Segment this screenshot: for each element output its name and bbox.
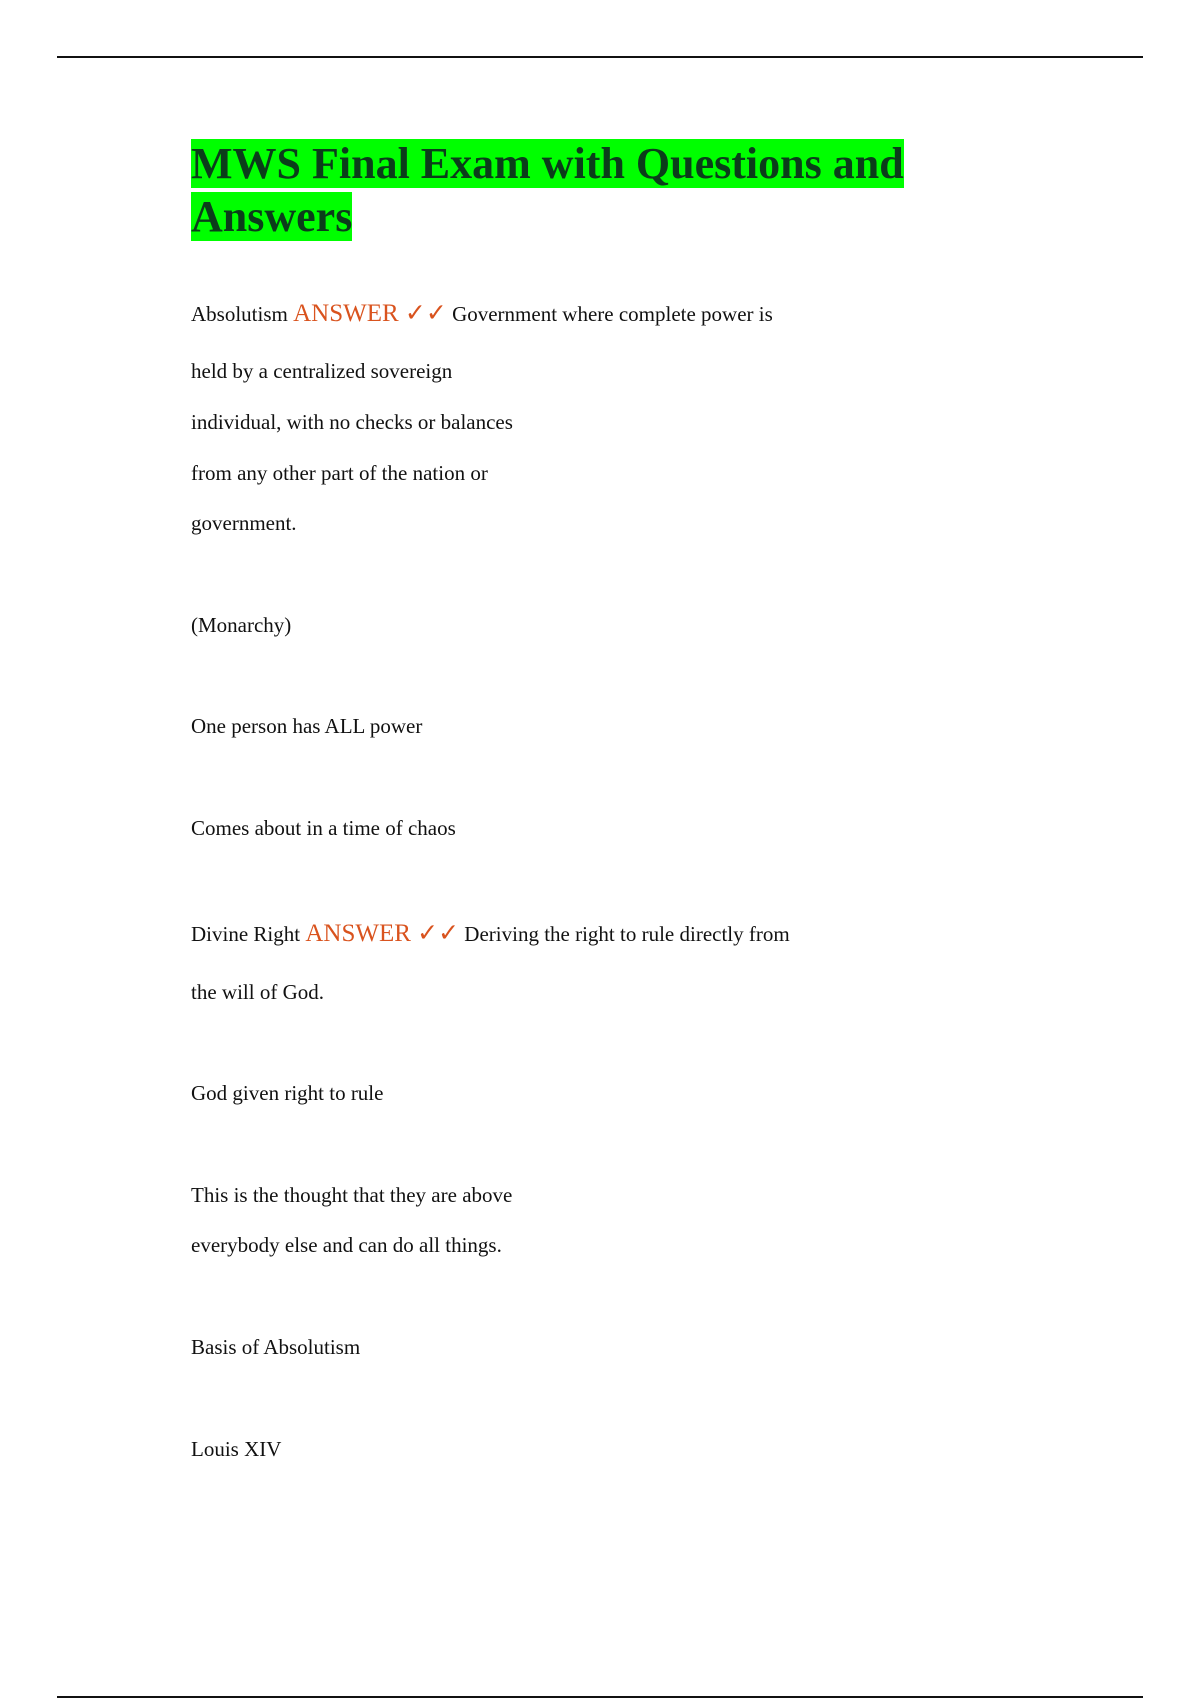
answer-marker: ANSWER ✓✓ [293, 300, 447, 327]
document-title [191, 137, 971, 243]
definition-line: the will of God. [191, 980, 324, 1004]
definition-line: everybody else and can do all things. [191, 1233, 502, 1257]
definition-line: This is the thought that they are above [191, 1183, 513, 1207]
term: Absolutism [191, 302, 288, 326]
qa-term-line [191, 301, 773, 327]
definition-line: God given right to rule [191, 1081, 384, 1105]
answer-marker: ANSWER ✓✓ [305, 920, 460, 947]
term: Divine Right [191, 922, 301, 946]
definition-line: held by a centralized sovereign [191, 359, 453, 383]
footer-rule [57, 1696, 1143, 1698]
document-body [191, 137, 971, 243]
definition-line: from any other part of the nation or [191, 461, 488, 485]
definition-text: Deriving the right to rule directly from [464, 922, 790, 946]
definition-line: government. [191, 511, 297, 535]
header-rule [57, 56, 1143, 58]
definition-line: individual, with no checks or balances [191, 410, 513, 434]
title-highlight: MWS Final Exam with Questions and Answers [191, 139, 904, 241]
definition-line: Louis XIV [191, 1437, 282, 1461]
definition-line: Basis of Absolutism [191, 1335, 361, 1359]
definition-line: One person has ALL power [191, 714, 423, 738]
definition-line: (Monarchy) [191, 613, 292, 637]
definition-line: Comes about in a time of chaos [191, 816, 456, 840]
qa-term-line [191, 921, 790, 947]
definition-text: Government where complete power is [452, 302, 773, 326]
